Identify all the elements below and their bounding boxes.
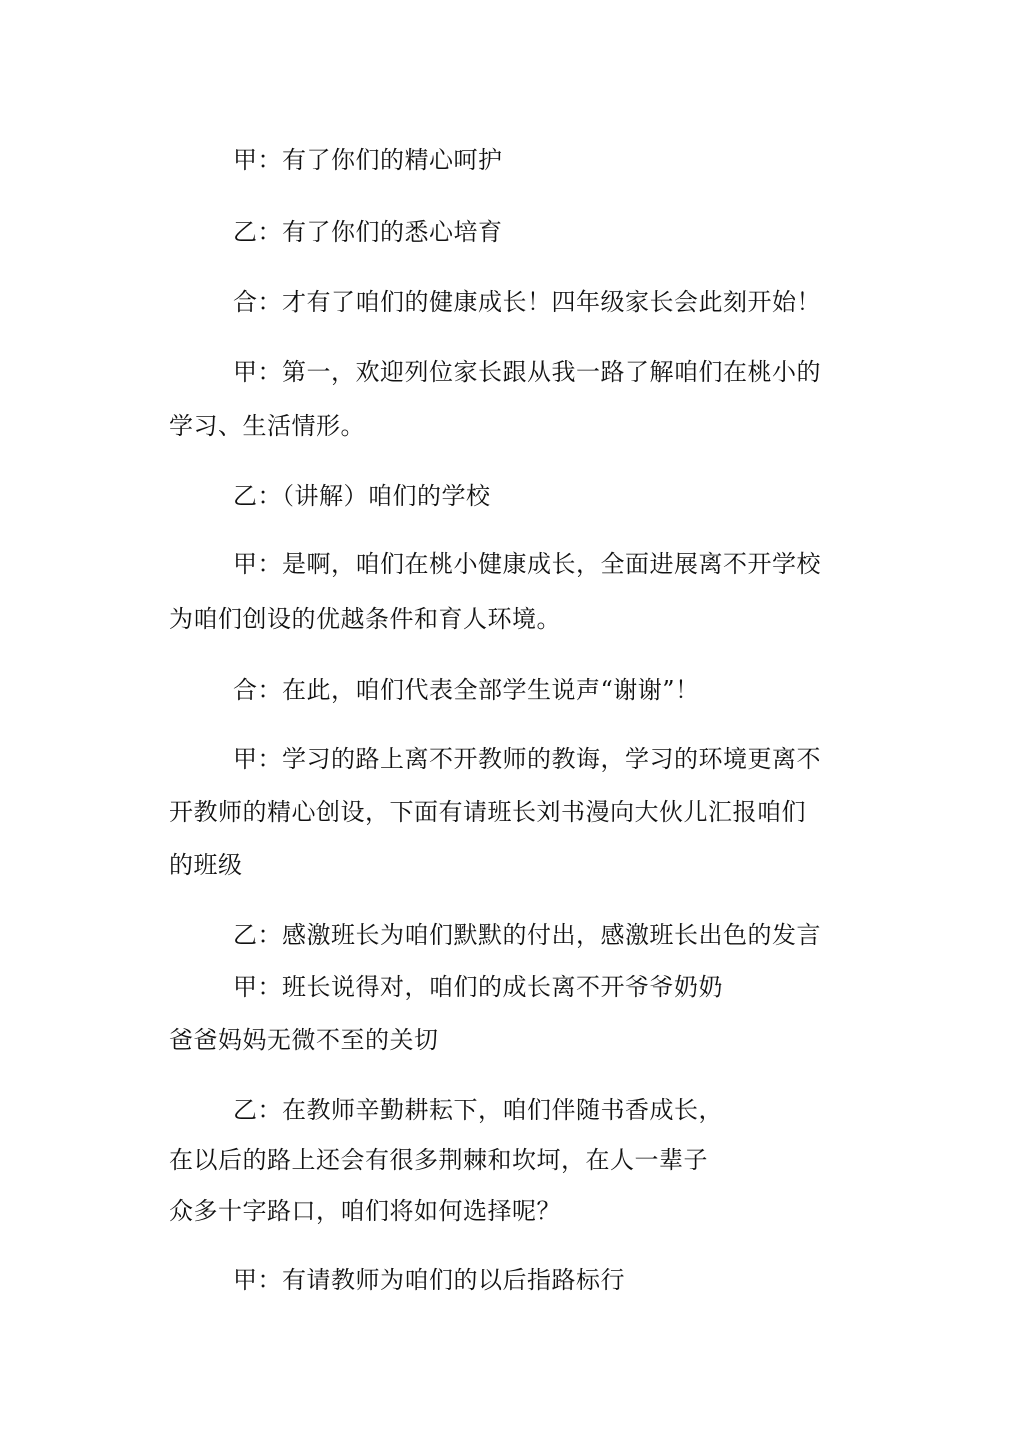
dialogue-line-yi-3: 乙：感激班长为咱们默默的付出，感激班长出色的发言 bbox=[233, 921, 821, 949]
dialogue-line-jia-5-cont: 爸爸妈妈无微不至的关切 bbox=[169, 1026, 439, 1054]
dialogue-line-jia-6: 甲：有请教师为咱们的以后指路标行 bbox=[233, 1266, 625, 1294]
dialogue-line-jia-4: 甲：学习的路上离不开教师的教诲，学习的环境更离不 bbox=[233, 745, 821, 773]
dialogue-line-jia-4-cont-2: 的班级 bbox=[169, 851, 243, 879]
dialogue-line-jia-5: 甲：班长说得对，咱们的成长离不开爷爷奶奶 bbox=[233, 973, 723, 1001]
dialogue-line-yi-4-cont-1: 在以后的路上还会有很多荆棘和坎坷，在人一辈子 bbox=[169, 1146, 708, 1174]
dialogue-line-yi-1: 乙：有了你们的悉心培育 bbox=[233, 218, 503, 246]
dialogue-line-jia-2: 甲：第一，欢迎列位家长跟从我一路了解咱们在桃小的 bbox=[233, 358, 821, 386]
dialogue-line-jia-4-cont-1: 开教师的精心创设，下面有请班长刘书漫向大伙儿汇报咱们 bbox=[169, 798, 806, 826]
dialogue-line-he-1: 合：才有了咱们的健康成长！四年级家长会此刻开始！ bbox=[233, 288, 821, 316]
dialogue-line-yi-4: 乙：在教师辛勤耕耘下，咱们伴随书香成长， bbox=[233, 1096, 723, 1124]
dialogue-line-jia-3-cont: 为咱们创设的优越条件和育人环境。 bbox=[169, 605, 561, 633]
dialogue-line-jia-2-cont: 学习、生活情形。 bbox=[169, 412, 365, 440]
dialogue-line-jia-3: 甲：是啊，咱们在桃小健康成长，全面进展离不开学校 bbox=[233, 550, 821, 578]
dialogue-line-yi-4-cont-2: 众多十字路口，咱们将如何选择呢？ bbox=[169, 1197, 561, 1225]
dialogue-line-he-2: 合：在此，咱们代表全部学生说声“谢谢”！ bbox=[233, 676, 700, 704]
dialogue-line-yi-2: 乙：（讲解）咱们的学校 bbox=[233, 482, 491, 510]
dialogue-line-jia-1: 甲：有了你们的精心呵护 bbox=[233, 146, 503, 174]
